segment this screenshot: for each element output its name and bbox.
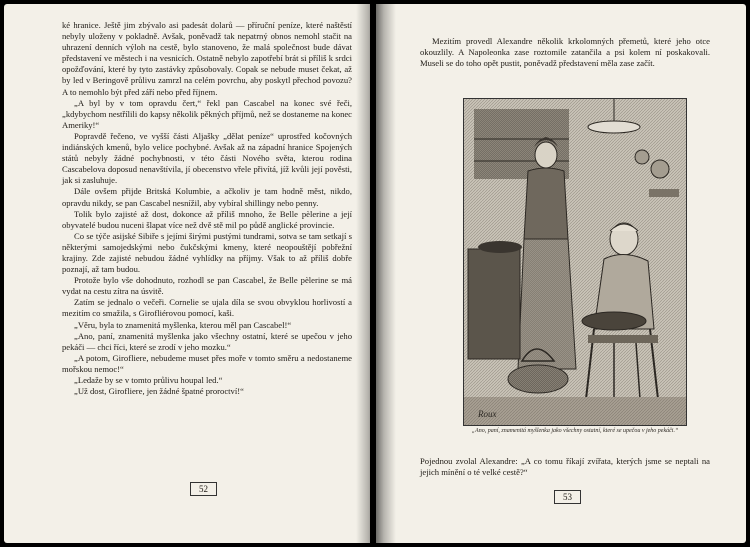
right-page-text-bottom: [420, 447, 710, 486]
paragraph: Zatím se jednalo o večeři. Cornelie se ujala díla se svou obvyklou horlivostí a mezitím co smažila, s Girofliérovou pomocí, kaši.: [62, 297, 352, 319]
paragraph: „A potom, Girofliere, nebudeme muset přes moře v tomto směru a nedostaneme mořskou nemoc!“: [62, 352, 352, 374]
page-number-right: 53: [554, 490, 581, 504]
paragraph: Pojednou zvolal Alexandre: „A co tomu říkají zvířata, kterých jsme se neptali na jejich mínění o té velké cestě?“: [420, 455, 710, 477]
paragraph: Co se týče asijské Sibiře s jejími širými pustými tundrami, sotva se tam setkají s některými samojedskými nebo čukčskými kmeny, které neopouštějí pobřežní krajiny. Zde zajisté nebudou žádné vyhlídky na příjmy. Však to až příliš dobře poznají, až tam budou.: [62, 230, 352, 275]
page-number-left: 52: [190, 482, 217, 496]
right-page: [376, 4, 746, 543]
left-page: [4, 4, 370, 543]
paragraph: „Ledaže by se v tomto průlivu houpal led.“: [74, 375, 223, 385]
paragraph: „Ano, paní, znamenitá myšlenka jako všechny ostatní, které se upečou v jeho pekáči — chci říci, které se zrodí v jeho mozku.“: [62, 330, 352, 352]
paragraph: „Už dost, Girofliere, jen žádné špatné proroctví!“: [74, 386, 244, 397]
left-page-text: [62, 20, 352, 397]
engraving-image: [464, 99, 686, 425]
paragraph: „Věru, byla to znamenitá myšlenka, kterou měl pan Cascabel!“: [74, 319, 292, 330]
illustration-caption: „Ano, paní, znamenitá myšlenka jako všechny ostatní, které se upečou v jeho pekáči.“: [471, 428, 679, 434]
paragraph: ké hranice. Ještě jim zbývalo asi padesát dolarů — příruční peníze, které naštěstí nebyly uloženy v pokladně. Avšak, poněvadž tak nepatrný obnos nemohl stačit na uhrazení denních výloh na cestě, bylo stanoveno, že malá společnost bude dávat představení ve městech i na vesnicích. Ostatně nebylo zapotřebí brát si příliš k srdci opožďování, které by tyto zastávky způsobovaly. Copak se nebude muset čekat, až by led v Beringově průlivu zamrzl na celém povrchu, aby poskytl přechod povozu? A to nemohlo být před září nebo před říjnem.: [62, 20, 352, 97]
right-page-text-top: [420, 36, 710, 69]
paragraph: Dále ovšem přijde Britská Kolumbie, a ačkoliv je tam hodně měst, nikdo, opravdu nikdy, se pan Cascabel nesnížil, aby vybíral shillingy nebo penny.: [62, 186, 352, 208]
engraver-signature: Roux: [478, 409, 497, 419]
paragraph: „A byl by v tom opravdu čert,“ řekl pan Cascabel na konec své řeči, „kdybychom nestřílili do kapsy několik pěkných příjmů, než se dostaneme na konec Ameriky!“: [62, 97, 352, 130]
paragraph: Tolik bylo zajisté až dost, dokonce až příliš mnoho, že Belle pèlerine a její obyvatelé budou nuceni šlapat více než dvě stě mil po půdě anglické provincie.: [62, 208, 352, 230]
paragraph: Protože bylo vše dohodnuto, rozhodl se pan Cascabel, že Belle pèlerine se má vydat na cestu zítra na úsvitě.: [62, 275, 352, 297]
paragraph: Mezitím provedl Alexandre několik krkolomných přemetů, které jeho otce okouzlily. A Napoleonka zase roztomile zatančila a psi kolem ní poskakovali. Museli se do toho opět pustit, poněvadž představení měla zase začít.: [420, 36, 710, 69]
paragraph: Popravdě řečeno, ve vyšší části Aljašky „dělat peníze“ uprostřed kočovných indiánských kmenů, bylo velice pochybné. Avšak až na západní hranice Spojených států nebyly žádné pochybnosti, v této části Nového světa, kterou rodina Cascabelova doposud nenavštívila, jí obecenstvo vřele přivítá, jíž kvůli její pověsti, jak si zasluhuje.: [62, 130, 352, 186]
engraving-illustration: [463, 98, 687, 426]
